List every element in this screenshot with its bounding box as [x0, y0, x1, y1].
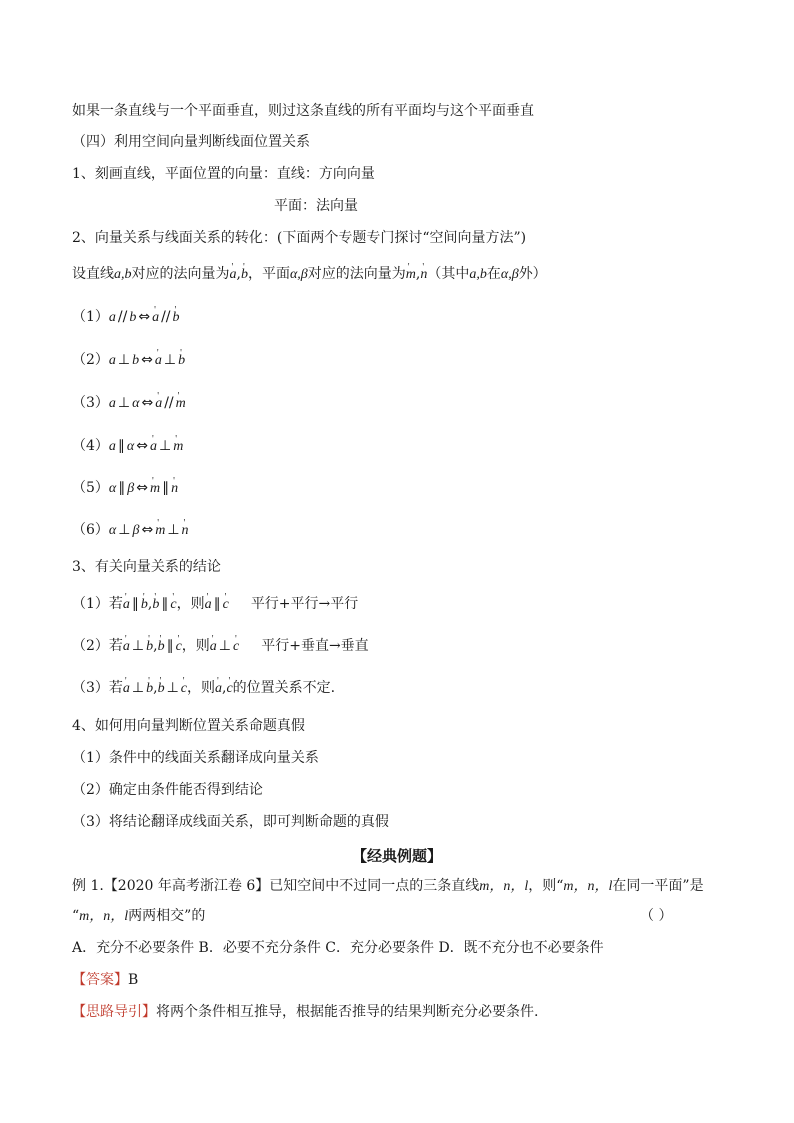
- row-label: （2）若: [72, 638, 123, 654]
- text-fragment: 的位置关系不定.: [232, 680, 336, 696]
- text-fragment: 设直线: [72, 266, 114, 282]
- subsection-heading: 4、如何用向量判断位置关系命题真假: [72, 718, 305, 734]
- row-label: （5）: [72, 480, 109, 496]
- subsection-heading: 3、有关向量关系的结论: [72, 559, 221, 575]
- text-fragment: ，则“: [528, 878, 564, 894]
- text-fragment: 在同一平面”是: [612, 878, 704, 894]
- text-fragment: ，平面: [247, 266, 290, 282]
- subsection-heading: （四）利用空间向量判断线面位置关系: [72, 134, 310, 150]
- rule-summary: 平行+垂直→垂直: [261, 638, 369, 654]
- relation-row: （6）α ⊥ β ⇔' m ⊥' n: [72, 520, 189, 541]
- relation-row: （1）a // b ⇔' a //' b: [72, 307, 180, 328]
- text-fragment: 外）: [518, 266, 547, 282]
- row-label: （2）: [72, 352, 109, 368]
- conclusion-row: （1）若' a ∥' b,' b ∥' c，则' a ∥' c 平行+平行→平行: [72, 594, 358, 615]
- row-label: （1）若: [72, 596, 123, 612]
- answer-label: 【答案】: [72, 972, 128, 988]
- hint-label: 【思路导引】: [72, 1004, 156, 1020]
- section-title: 【经典例题】: [351, 847, 442, 865]
- text-line: 如果一条直线与一个平面垂直，则过这条直线的所有平面均与这个平面垂直: [72, 103, 534, 119]
- variables: m，n，l: [479, 879, 529, 894]
- relation-row: （3）a ⊥ α ⇔' a //' m: [72, 393, 186, 414]
- answer-row: [72, 970, 138, 990]
- conclusion-row: （3）若' a ⊥' b,' b ⊥' c，则' a,' c的位置关系不定.: [72, 678, 335, 699]
- relation-row: （4）a ∥ α ⇔' a ⊥' m: [72, 436, 183, 457]
- row-label: （3）: [72, 395, 109, 411]
- text-fragment: “: [72, 908, 80, 924]
- row-label: （4）: [72, 438, 109, 454]
- relation-row: （2）a ⊥ b ⇔' a ⊥' b: [72, 350, 185, 371]
- text-fragment: 例 1.【2020 年高考浙江卷 6】已知空间中不过同一点的三条直线: [72, 878, 480, 894]
- text-line: 2、向量关系与线面关系的转化：(下面两个专题专门探讨“空间向量方法”): [72, 230, 527, 246]
- row-label: （6）: [72, 522, 109, 538]
- text-fragment: ，则: [181, 638, 210, 654]
- text-fragment: 在: [486, 266, 501, 282]
- row-label: （3）若: [72, 680, 123, 696]
- text-fragment: （其中: [427, 266, 470, 282]
- text-fragment: ，则: [176, 596, 205, 612]
- example-question: [72, 876, 704, 897]
- text-fragment: 对应的法向量为: [307, 266, 406, 282]
- variables: m，n，l: [563, 879, 613, 894]
- text-fragment: ，则: [187, 680, 215, 696]
- answer-blank: （ ）: [640, 908, 673, 924]
- hint-text: 将两个条件相互推导，根据能否推导的结果判断充分必要条件.: [156, 1004, 539, 1020]
- example-question: [72, 906, 205, 927]
- row-label: （1）: [72, 309, 109, 325]
- hint-row: [72, 1002, 538, 1022]
- text-line: 设直线a,b对应的法向量为' a,' b，平面α,β对应的法向量为' m,' n（其中a,b在α,β外）: [72, 264, 547, 285]
- options-row: A．充分不必要条件 B．必要不充分条件 C．充分必要条件 D．既不充分也不必要条件: [72, 940, 604, 956]
- text-line: 平面：法向量: [274, 198, 358, 214]
- variables: m，n，l: [79, 909, 129, 924]
- conclusion-row: （2）若' a ⊥' b,' b ∥' c，则' a ⊥' c 平行+垂直→垂直: [72, 636, 369, 657]
- step-item: （2）确定由条件能否得到结论: [72, 782, 263, 798]
- text-line: 1、刻画直线，平面位置的向量：直线：方向向量: [72, 166, 375, 182]
- step-item: （3）将结论翻译成线面关系，即可判断命题的真假: [72, 814, 389, 830]
- step-item: （1）条件中的线面关系翻译成向量关系: [72, 750, 319, 766]
- rule-summary: 平行+平行→平行: [250, 596, 359, 612]
- relation-row: （5）α ∥ β ⇔' m ∥' n: [72, 478, 178, 499]
- text-fragment: 对应的法向量为: [131, 266, 230, 282]
- text-fragment: 两两相交”的: [128, 908, 206, 924]
- answer-value: B: [128, 972, 139, 988]
